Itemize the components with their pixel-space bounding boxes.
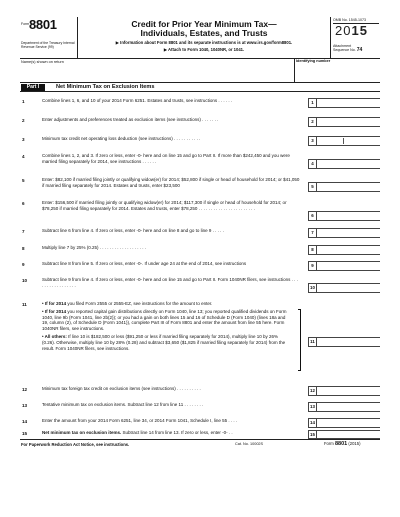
line-14-amount[interactable] <box>317 418 380 428</box>
line-7-amount[interactable] <box>317 228 380 238</box>
name-field-label: Name(s) shown on return <box>21 60 64 64</box>
line-11-bullet-a-text: you filed Form 2555 or 2555-EZ, see instructions for the amount to enter. <box>66 301 213 306</box>
form-footer <box>20 439 380 449</box>
line-5-amount[interactable] <box>317 182 380 192</box>
form-header <box>20 17 380 59</box>
line-box: 4 <box>308 159 317 169</box>
form-id-block <box>20 17 78 59</box>
identifying-number-field[interactable] <box>294 59 380 83</box>
form-word: Form <box>21 22 30 26</box>
line-3-amount[interactable] <box>317 136 380 146</box>
line-11-bullet-c <box>42 334 292 351</box>
line-number: 11 <box>22 302 27 307</box>
line-number: 10 <box>22 278 28 283</box>
year-prefix: 20 <box>335 23 352 38</box>
form-title-line2: Individuals, Estates, and Trusts <box>140 28 268 38</box>
paperwork-notice: For Paperwork Reduction Act Notice, see instructions. <box>21 442 130 447</box>
line-11-bullet-b-lead: • If for 2014 <box>42 308 67 314</box>
line-box: 10 <box>308 283 317 293</box>
line-4-amount[interactable] <box>317 159 380 169</box>
omb-block <box>330 17 380 59</box>
catalog-number: Cat. No. 10002S <box>235 442 264 446</box>
part1-tag: Part I <box>21 84 45 91</box>
line-11-bullet-a-lead: • If for 2014 <box>42 301 67 306</box>
line-15-amount[interactable] <box>317 430 380 439</box>
sequence-number: 74 <box>356 47 363 53</box>
line-11-amount[interactable] <box>317 337 380 347</box>
footer-form-word: Form <box>324 441 334 446</box>
line-box: 6 <box>308 211 317 221</box>
sequence-label: Sequence No. <box>333 48 356 52</box>
line-15-text <box>42 430 300 436</box>
line-box: 12 <box>308 386 317 396</box>
line-11-bullet-c-lead: • All others: <box>42 333 67 339</box>
line-11-bullet-c-text: If line 10 is $182,500 or less ($91,250 or less if married filing separately for 2014), multiply line 10 by 26% (0.26). Otherwise, multiply line 10 by 28% (0.28) and subtract $3,650 ($1,825 if married filing separately for 2014) from the result. Form 1040NR filers, see instructions. <box>42 333 286 351</box>
year-suffix: 15 <box>351 23 368 38</box>
line-number: 15 <box>22 431 28 436</box>
line-text: Combine lines 1, 6, and 10 of your 2014 Form 6251. Estates and trusts, see instructions . . . . . . <box>42 98 233 103</box>
form-title-line1: Credit for Prior Year Minimum Tax— <box>131 19 277 29</box>
line-box: 9 <box>308 261 317 271</box>
line-text: Multiply line 7 by 25% (0.25) . . . . . . . . . . . . . . . . . . . <box>42 245 147 250</box>
line-box: 1 <box>308 98 317 108</box>
line-8-amount[interactable] <box>317 245 380 255</box>
line-11-text <box>42 301 292 351</box>
line-number: 5 <box>22 178 25 183</box>
text-cursor <box>343 138 344 144</box>
line-number: 12 <box>22 387 28 392</box>
line-box: 2 <box>308 117 317 127</box>
line-11-bullet-b-text: you reported capital gain distributions directly on Form 1040, line 13; you reported qualified dividends on Form 1040, line 9b (Form 1041, line 2b(2)); or you had a gain on both lines 15 and 16 of Schedule D (Form 1040) (lines 18a and 19, column (2), of Schedule D (Form 1041)), complete Part III of Form 8801 and enter the amount from line 55 here. Form 1040NR filers, see instructions. <box>42 308 287 332</box>
line-number: 7 <box>22 229 25 234</box>
line-text: Tentative minimum tax on exclusion items. Subtract line 12 from line 11 . . . . . . . . <box>42 402 204 407</box>
line-number: 9 <box>22 262 25 267</box>
info-line2: ▶ Attach to Form 1040, 1040NR, or 1041. <box>163 47 245 52</box>
line-text: Minimum tax foreign tax credit on exclusion items (see instructions) . . . . . . . . . . <box>42 386 201 391</box>
omb-number: OMB No. 1545-1073 <box>333 18 379 24</box>
line-12-amount[interactable] <box>317 386 380 396</box>
line-box: 13 <box>308 402 317 412</box>
attachment-label: Attachment <box>333 44 352 48</box>
line-box: 7 <box>308 228 317 238</box>
tax-year <box>335 23 368 38</box>
footer-form-number: 8801 <box>334 441 348 447</box>
line-number: 6 <box>22 201 25 206</box>
line-6-amount[interactable] <box>317 211 380 221</box>
line-11-bullet-b <box>42 309 292 332</box>
line-text: Enter the amount from your 2014 Form 6251, line 34, or 2014 Form 1041, Schedule I, line 55 . . . . <box>42 418 238 423</box>
line-box: 15 <box>308 430 317 439</box>
line-box: 8 <box>308 245 317 255</box>
line-text: Enter: $82,100 if married filing jointly or qualifying widow(er) for 2014; $52,800 if single or head of household for 2014; or $41,050 if married filing separately for 2014. Estates and trusts, enter $23,500 <box>42 177 300 188</box>
line-10-amount[interactable] <box>317 283 380 293</box>
line-text: Subtract line 8 from line 5. If zero or less, enter -0-. If under age 24 at the end of 2014, see instructions <box>42 261 247 266</box>
line-text: Subtract line 6 from line 4. If zero or less, enter -0- here and on line 8 and go to line 9 . . . . . <box>42 228 224 233</box>
form-page <box>20 17 380 447</box>
line-box: 3 <box>308 136 317 146</box>
part1-title: Net Minimum Tax on Exclusion Items <box>56 84 155 90</box>
attachment-sequence <box>333 44 362 52</box>
line-text: Enter: $156,500 if married filing jointly or qualifying widow(er) for 2014; $117,300 if single or head of household for 2014; or $78,250 if married filing separately for 2014. Estates and trusts, enter $78,250 . . . . . . . . . . . . . . . . . . . . . . . <box>42 200 287 211</box>
line-text: Minimum tax credit net operating loss deduction (see instructions) . . . . . . . . . . . <box>42 136 201 141</box>
line-number: 2 <box>22 118 25 123</box>
form-title-block <box>78 17 330 59</box>
part1-header <box>20 83 380 92</box>
info-line1: ▶ Information about Form 8801 and its separate instructions is at www.irs.gov/form8801. <box>115 40 293 45</box>
line-text: Subtract line 9 from line 4. If zero or less, enter -0- here and on line 15 and go to Part II. Form 1040NR filers, see instructions . . . . . . . . . . . . . . . . . <box>42 277 298 288</box>
line-15-rest: Subtract line 14 from line 13. If zero or less, enter -0- . . <box>121 430 233 435</box>
line-number: 3 <box>22 137 25 142</box>
line-box: 11 <box>308 337 317 347</box>
line-text: Enter adjustments and preferences treated as exclusion items (see instructions) . . . . . . . <box>42 117 219 122</box>
line-number: 4 <box>22 154 25 159</box>
line-9-amount[interactable] <box>317 261 380 271</box>
identifying-number-label: Identifying number <box>296 59 331 63</box>
line-13-amount[interactable] <box>317 402 380 412</box>
line-11-bullet-a <box>42 301 292 307</box>
line-box: 5 <box>308 182 317 192</box>
footer-form-id <box>324 441 360 447</box>
line-number: 1 <box>22 99 25 104</box>
line-15-lead: Net minimum tax on exclusion items. <box>42 430 122 435</box>
line-text: Combine lines 1, 2, and 3. If zero or less, enter -0- here and on line 15 and go to Part II. If more than $242,450 and you were married filing separately for 2014, see instructions . . . . . . <box>42 153 290 164</box>
line-11-bracket <box>298 309 301 371</box>
line-box: 14 <box>308 418 317 428</box>
department: Department of the Treasury Internal Revenue Service (99) <box>21 41 75 49</box>
footer-year: (2015) <box>348 441 361 446</box>
form-number: 8801 <box>29 17 57 32</box>
line-number: 13 <box>22 403 28 408</box>
name-row <box>20 59 380 83</box>
line-number: 14 <box>22 419 28 424</box>
line-number: 8 <box>22 246 25 251</box>
line-2-amount[interactable] <box>317 117 380 127</box>
line-1-amount[interactable] <box>317 98 380 108</box>
